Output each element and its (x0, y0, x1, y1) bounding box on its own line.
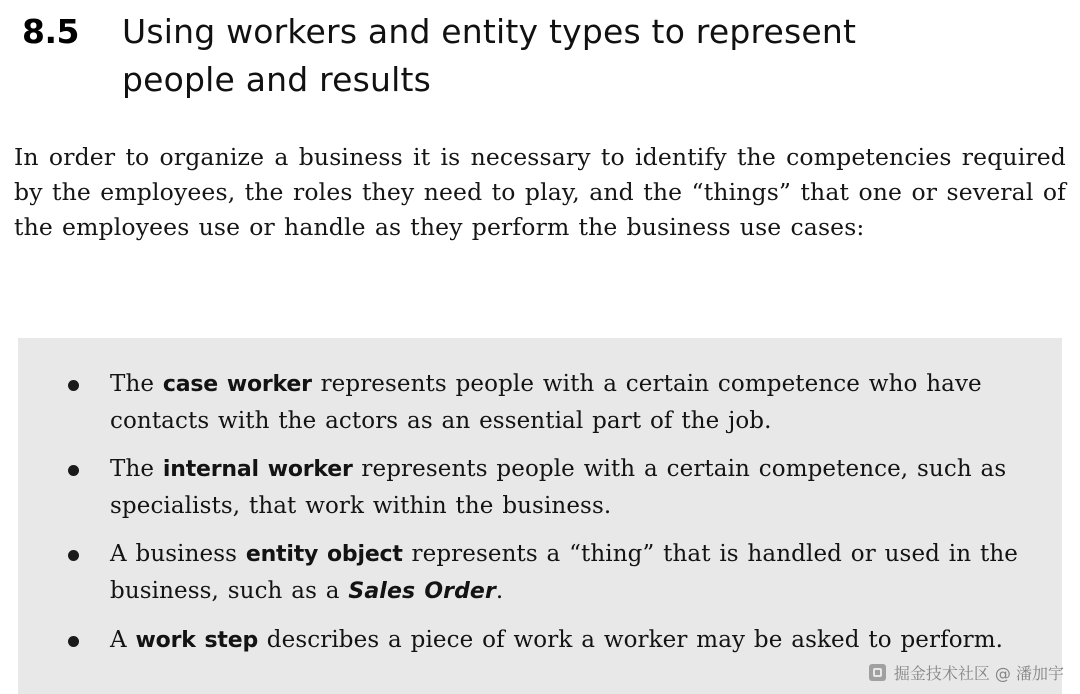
watermark-text: 掘金技术社区 @ 潘加宇 (893, 664, 1064, 683)
section-number: 8.5 (22, 12, 79, 51)
intro-paragraph: In order to organize a business it is necessary to identify the competencies required by the employees, the roles they need to play, and the “things” that one or several of the employees use or handle as they perform the business use cases: (14, 143, 1066, 241)
juejin-logo-icon (869, 664, 886, 681)
bullet-rest-1: represents people with a certain competence who have contacts with the actors as an essential part of the job. (110, 371, 982, 434)
list-item-text (110, 622, 1028, 659)
bullet-rest-3: represents a “thing” that is handled or used in the business, such as a (110, 541, 1018, 604)
highlight-callout-box (18, 338, 1062, 694)
bullet-lead-2: The (110, 456, 163, 482)
section-title: Using workers and entity types to represent people and results (122, 12, 857, 99)
bullet-dot-icon (52, 536, 110, 561)
bullet-italic-3: Sales Order (348, 579, 496, 604)
list-item (52, 622, 1028, 659)
section-heading (0, 0, 1080, 104)
bullet-dot-icon (52, 366, 110, 391)
bullet-tail-3: . (495, 578, 504, 604)
list-item-text (110, 451, 1028, 524)
bullet-bold-1: case worker (162, 372, 312, 397)
list-item-text (110, 536, 1028, 610)
bullet-bold-3: entity object (245, 542, 403, 567)
list-item-text (110, 366, 1028, 439)
bullet-dot-icon (52, 622, 110, 647)
list-item (52, 451, 1028, 524)
bullet-rest-2: represents people with a certain competence, such as specialists, that work within the business. (110, 456, 1007, 519)
bullet-lead-3: A business (110, 541, 246, 567)
bullet-bold-4: work step (135, 628, 258, 653)
bullet-rest-4: describes a piece of work a worker may be asked to perform. (258, 627, 1004, 653)
bullet-lead-1: The (110, 371, 163, 397)
bullet-dot-icon (52, 451, 110, 476)
watermark (869, 661, 1064, 684)
bullet-bold-2: internal worker (162, 457, 353, 482)
list-item (52, 366, 1028, 439)
list-item (52, 536, 1028, 610)
bullet-lead-4: A (110, 627, 136, 653)
